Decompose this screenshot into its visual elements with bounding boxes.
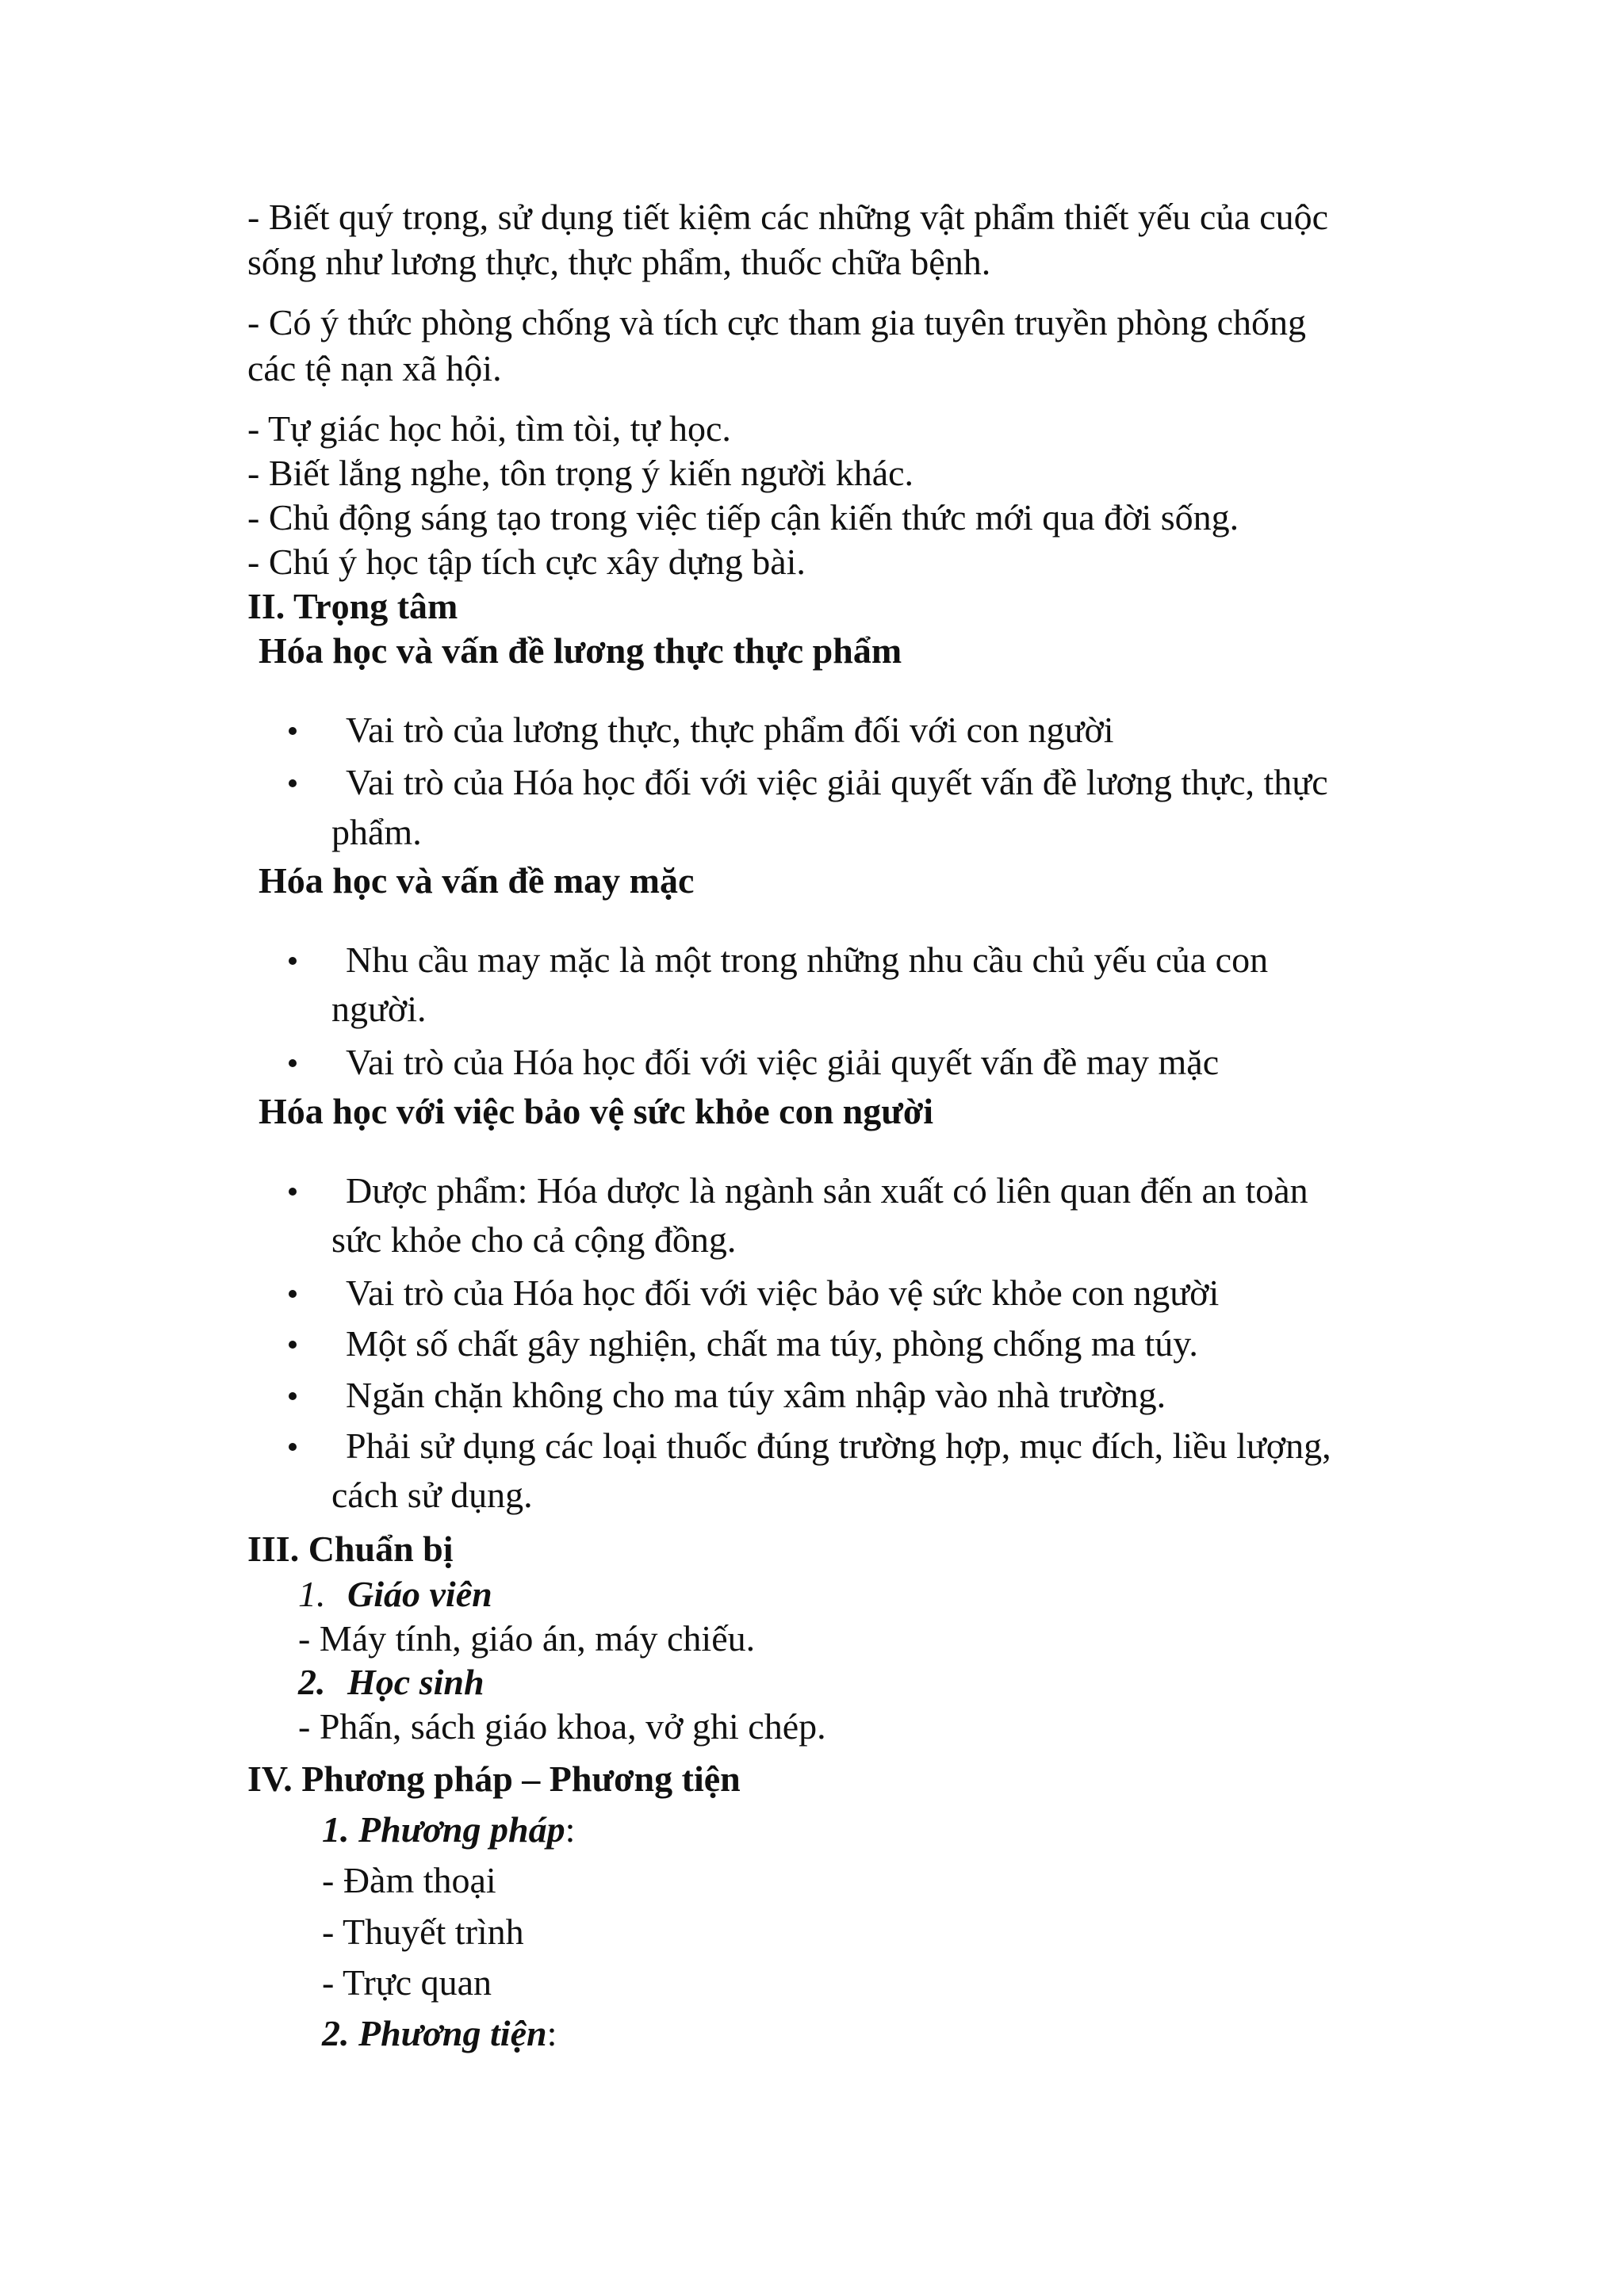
objective-line: các tệ nạn xã hội. bbox=[247, 348, 502, 388]
sub-heading: 2. Phương tiện bbox=[322, 2013, 547, 2053]
list-number: 1. bbox=[298, 1574, 326, 1614]
sub-heading: Giáo viên bbox=[347, 1574, 492, 1614]
objective-line: - Tự giác học hỏi, tìm tòi, tự học. bbox=[247, 408, 731, 449]
bullet-dot bbox=[289, 1290, 297, 1298]
bullet-item: Ngăn chặn không cho ma túy xâm nhập vào nhà trường. bbox=[346, 1375, 1166, 1415]
method-item: - Đàm thoại bbox=[322, 1860, 496, 1900]
preparation-item: - Máy tính, giáo án, máy chiếu. bbox=[298, 1618, 756, 1659]
method-item: - Thuyết trình bbox=[322, 1911, 524, 1952]
preparation-item: - Phấn, sách giáo khoa, vở ghi chép. bbox=[298, 1706, 826, 1747]
bullet-dot bbox=[289, 1392, 297, 1400]
bullet-dot bbox=[289, 1443, 297, 1451]
topic-title: Hóa học và vấn đề may mặc bbox=[259, 860, 695, 901]
bullet-item: Vai trò của Hóa học đối với việc giải quyết vấn đề lương thực, thực bbox=[346, 762, 1328, 802]
section-heading: II. Trọng tâm bbox=[247, 586, 458, 626]
method-item: - Trực quan bbox=[322, 1962, 492, 2003]
objective-line: - Có ý thức phòng chống và tích cực tham gia tuyên truyền phòng chống bbox=[247, 302, 1307, 342]
topic-title: Hóa học với việc bảo vệ sức khỏe con người bbox=[259, 1091, 934, 1131]
objective-line: - Biết lắng nghe, tôn trọng ý kiến người khác. bbox=[247, 453, 914, 493]
colon: : bbox=[565, 1809, 576, 1850]
bullet-item-continued: phẩm. bbox=[331, 812, 422, 852]
bullet-dot bbox=[289, 1059, 297, 1067]
bullet-item: Dược phẩm: Hóa dược là ngành sản xuất có liên quan đến an toàn bbox=[346, 1170, 1308, 1211]
objective-line: - Chú ý học tập tích cực xây dựng bài. bbox=[247, 541, 806, 582]
bullet-dot bbox=[289, 1341, 297, 1349]
sub-heading-row bbox=[322, 1808, 575, 1852]
colon: : bbox=[546, 2013, 557, 2053]
objective-line: - Biết quý trọng, sử dụng tiết kiệm các những vật phẩm thiết yếu của cuộc bbox=[247, 197, 1329, 237]
bullet-item: Phải sử dụng các loại thuốc đúng trường hợp, mục đích, liều lượng, bbox=[346, 1425, 1331, 1466]
bullet-dot bbox=[289, 779, 297, 787]
bullet-dot bbox=[289, 957, 297, 965]
bullet-item: Nhu cầu may mặc là một trong những nhu cầu chủ yếu của con bbox=[346, 939, 1269, 980]
bullet-dot bbox=[289, 727, 297, 735]
section-heading: IV. Phương pháp – Phương tiện bbox=[247, 1758, 741, 1799]
bullet-item: Vai trò của lương thực, thực phẩm đối với con người bbox=[346, 710, 1114, 750]
sub-heading: 1. Phương pháp bbox=[322, 1809, 565, 1850]
bullet-item-continued: người. bbox=[331, 989, 427, 1029]
sub-heading: Học sinh bbox=[347, 1662, 485, 1702]
bullet-item-continued: sức khỏe cho cả cộng đồng. bbox=[331, 1219, 737, 1260]
bullet-item: Vai trò của Hóa học đối với việc giải quyết vấn đề may mặc bbox=[346, 1042, 1220, 1082]
objective-line: - Chủ động sáng tạo trong việc tiếp cận kiến thức mới qua đời sống. bbox=[247, 497, 1239, 538]
bullet-item: Vai trò của Hóa học đối với việc bảo vệ sức khỏe con người bbox=[346, 1272, 1220, 1313]
bullet-item-continued: cách sử dụng. bbox=[331, 1475, 533, 1515]
list-number: 2. bbox=[298, 1662, 326, 1702]
bullet-item: Một số chất gây nghiện, chất ma túy, phòng chống ma túy. bbox=[346, 1323, 1198, 1364]
topic-title: Hóa học và vấn đề lương thực thực phẩm bbox=[259, 630, 902, 671]
objective-line: sống như lương thực, thực phẩm, thuốc chữa bệnh. bbox=[247, 242, 991, 282]
bullet-dot bbox=[289, 1188, 297, 1196]
sub-heading-row bbox=[322, 2011, 557, 2056]
section-heading: III. Chuẩn bị bbox=[247, 1529, 454, 1569]
